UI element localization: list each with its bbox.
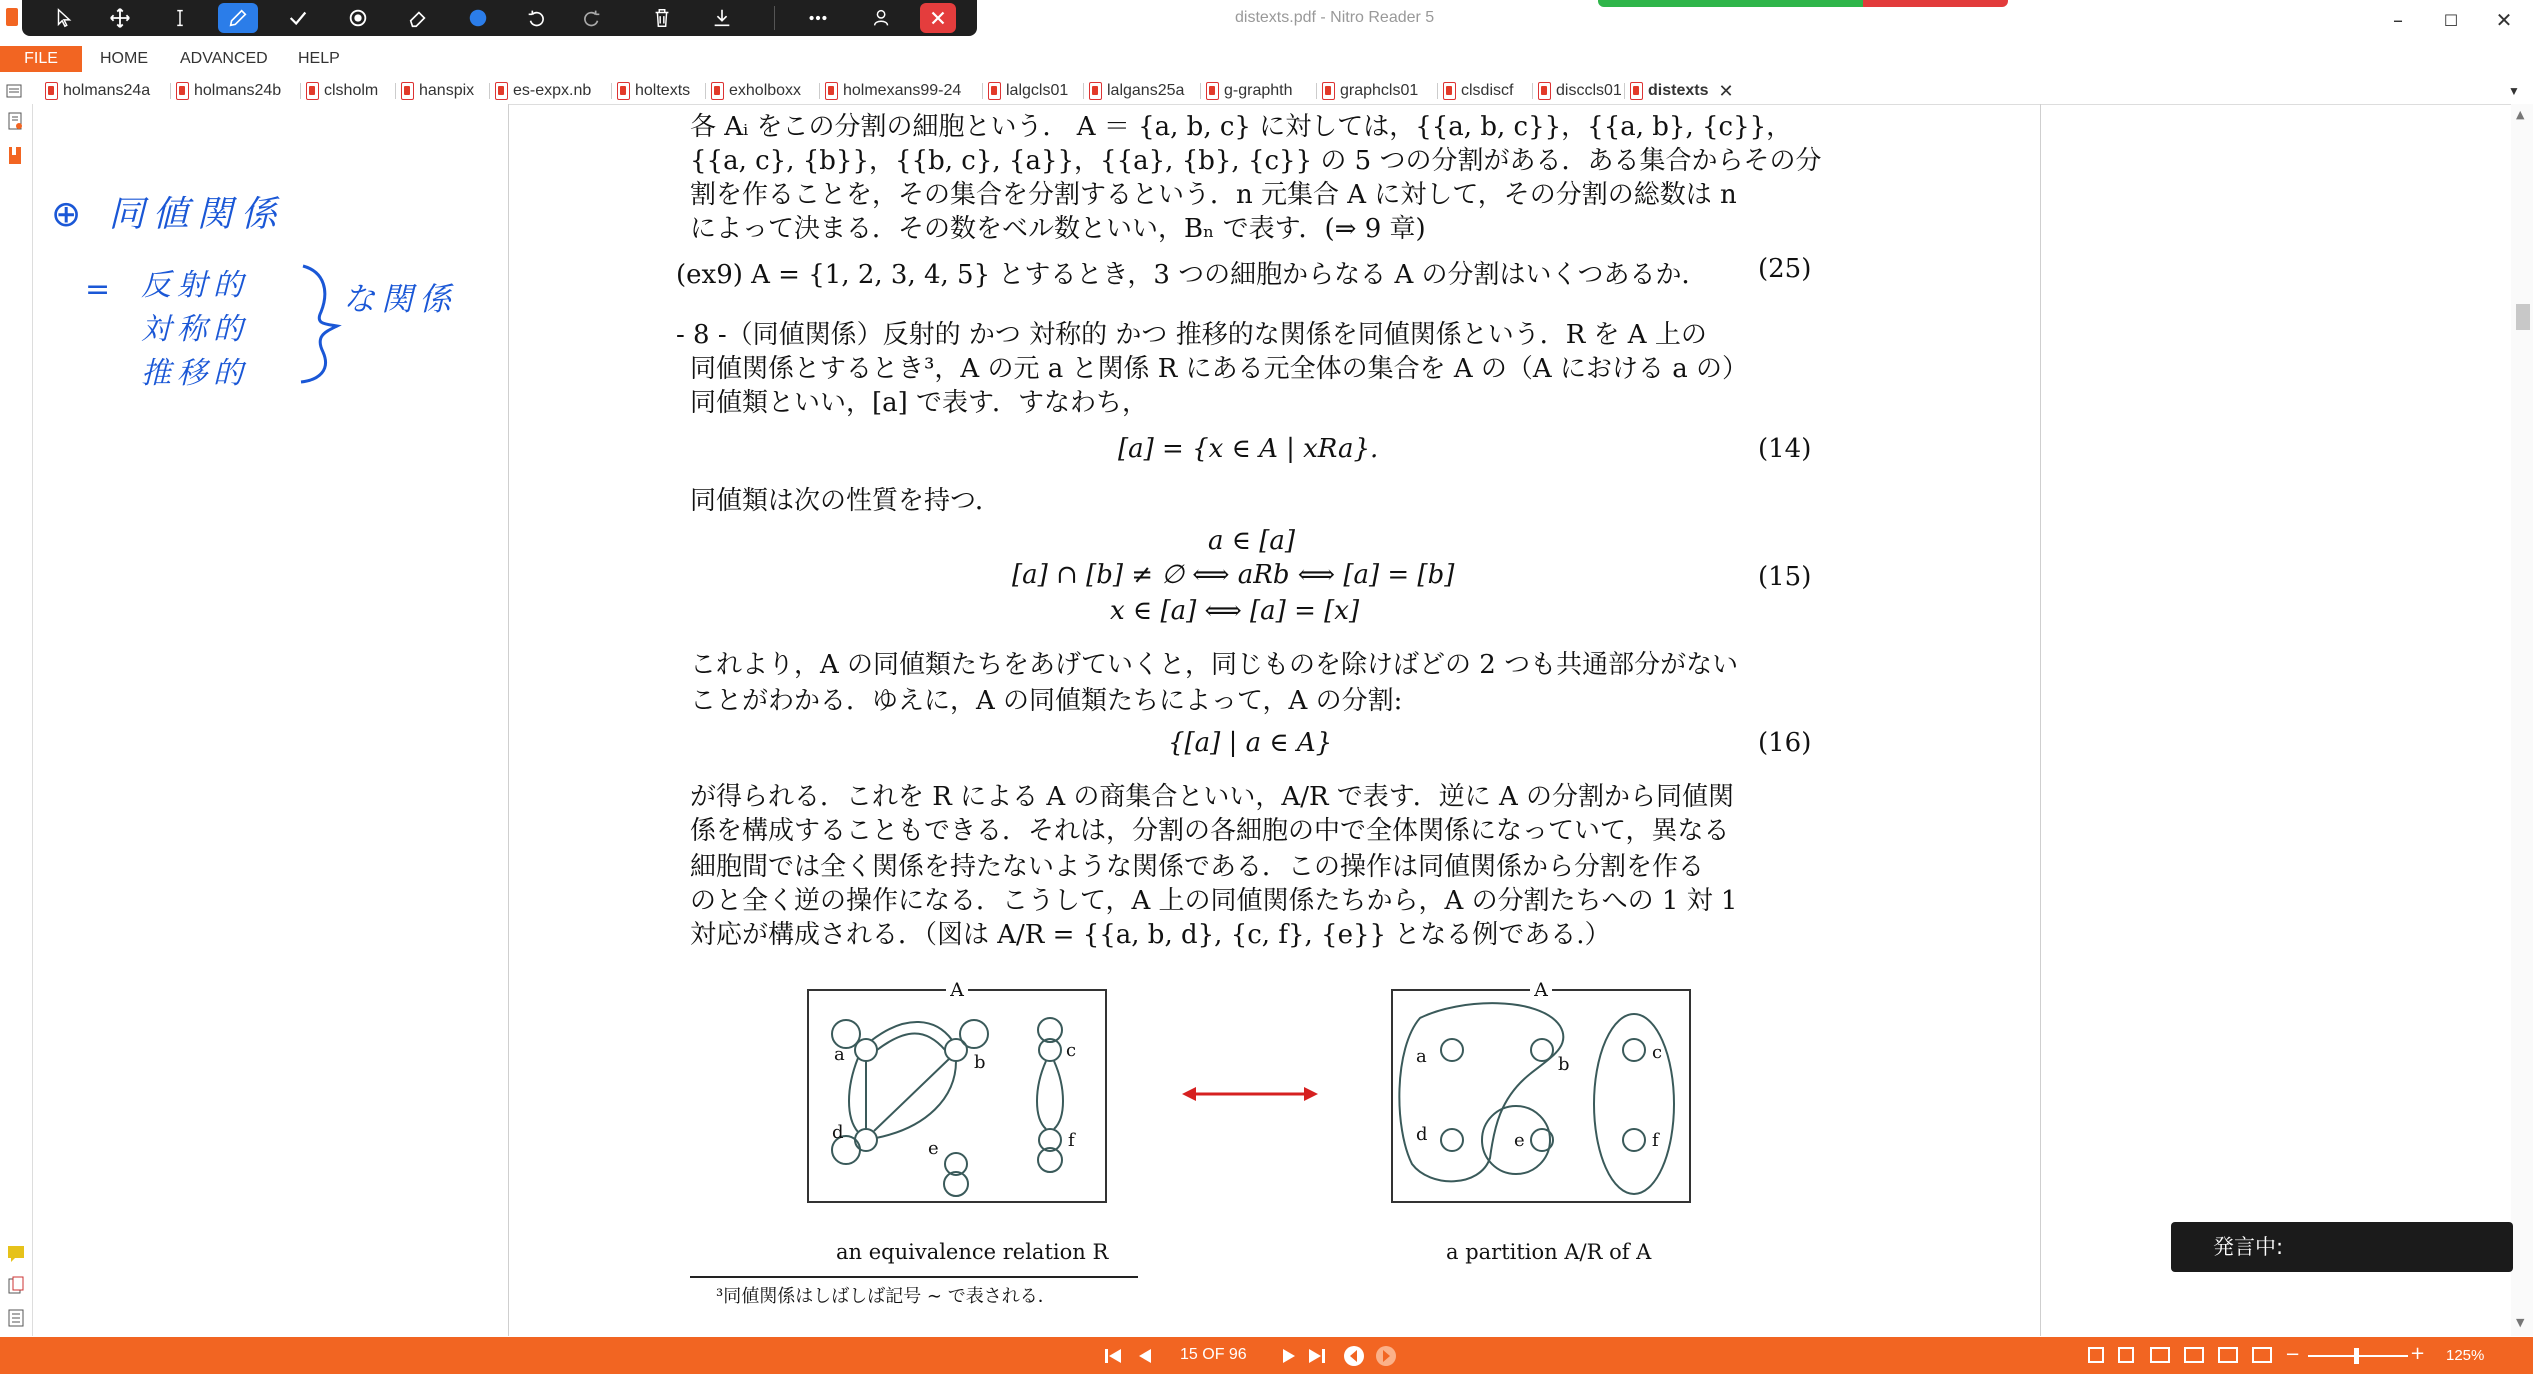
more-options-icon[interactable] xyxy=(800,3,836,33)
status-bar xyxy=(0,1337,2533,1374)
pdf-icon xyxy=(45,82,58,100)
toolbar-separator xyxy=(774,6,775,30)
comments-panel-icon[interactable] xyxy=(7,1244,25,1264)
pdf-icon xyxy=(401,82,414,100)
zoom-out-button[interactable]: − xyxy=(2285,1344,2301,1365)
tab-lalgans25a[interactable] xyxy=(1089,80,1184,102)
pdf-icon xyxy=(1443,82,1456,100)
doc-text-line: ことがわかる．ゆえに，A の同値類たちによって，A の分割: xyxy=(690,686,1403,716)
pdf-icon xyxy=(495,82,508,100)
audio-stop-bar xyxy=(1863,0,2008,7)
tab-hanspix[interactable] xyxy=(401,80,474,102)
tab-separator xyxy=(1316,83,1317,99)
pdf-icon xyxy=(176,82,189,100)
zoom-slider[interactable] xyxy=(2308,1355,2408,1357)
tab-separator xyxy=(1200,83,1201,99)
undo-icon[interactable] xyxy=(518,3,554,33)
caption-left: an equivalence relation R xyxy=(836,1240,1109,1264)
footnote: ³同値関係はしばしば記号 ∼ で表される． xyxy=(716,1286,1056,1307)
tab-separator xyxy=(395,83,396,99)
tab-label: lalgcls01 xyxy=(1006,82,1069,99)
handwritten-reflexive: 反射的 xyxy=(141,268,249,303)
page-left-edge xyxy=(508,104,509,1336)
menu-advanced[interactable]: ADVANCED xyxy=(180,50,268,67)
menu-home[interactable]: HOME xyxy=(100,50,148,67)
tab-separator xyxy=(705,83,706,99)
tab-label: lalgans25a xyxy=(1107,82,1185,99)
node-label: d xyxy=(832,1122,844,1143)
doc-text-line: {{a, c}, {b}}，{{b, c}, {a}}，{{a}, {b}, {c}} の 5 つの分割がある．ある集合からその分 xyxy=(690,146,1822,176)
page-indicator[interactable]: 15 OF 96 xyxy=(1180,1346,1247,1363)
tab-label: exholboxx xyxy=(729,82,802,99)
equation-number: (15) xyxy=(1758,562,1812,592)
speaking-indicator: 発言中: xyxy=(2171,1222,2513,1272)
tab-clsholm[interactable] xyxy=(306,80,378,102)
menu-bar xyxy=(0,46,2533,72)
nitro-logo-icon xyxy=(6,8,18,26)
tab-label: holmexans99-24 xyxy=(843,82,962,99)
doc-text-line: 細胞間では全く関係を持たないような関係である．この操作は同値関係から分割を作る xyxy=(690,852,1705,882)
tab-separator xyxy=(1437,83,1438,99)
tab-separator xyxy=(819,83,820,99)
output-panel-icon[interactable] xyxy=(7,1308,25,1328)
tab-lalgcls01[interactable] xyxy=(988,80,1068,102)
document-tab-bar xyxy=(0,76,2533,105)
menu-file[interactable]: FILE xyxy=(0,46,82,72)
audio-level-bar xyxy=(1598,0,1863,7)
pen-toolbar xyxy=(22,0,977,36)
tab-label: g-graphth xyxy=(1224,82,1293,99)
left-sidebar xyxy=(0,104,33,1336)
footnote-rule xyxy=(690,1276,1138,1278)
bookmarks-panel-icon[interactable] xyxy=(7,146,25,166)
download-icon[interactable] xyxy=(704,3,740,33)
next-page-icon[interactable] xyxy=(1278,1346,1300,1366)
fit-page-icon[interactable] xyxy=(2218,1347,2238,1363)
doc-text-line: 各 Aᵢ をこの分割の細胞という． A ＝ {a, b, c} に対しては，{{a, b, c}}，{{a, b}, {c}}， xyxy=(690,112,1793,142)
menu-help[interactable]: HELP xyxy=(298,50,340,67)
pdf-icon xyxy=(1322,82,1335,100)
tab-holmexans99-24[interactable] xyxy=(825,80,961,102)
tab-separator xyxy=(300,83,301,99)
text-cursor-icon[interactable] xyxy=(162,3,198,33)
tab-label: holmans24b xyxy=(194,82,282,99)
pages-panel-icon[interactable] xyxy=(7,112,25,132)
doc-text-line: 同値類は次の性質を持つ． xyxy=(690,486,1001,516)
pdf-icon xyxy=(617,82,630,100)
equation-number: (14) xyxy=(1758,434,1812,464)
doc-text-line: によって決まる．その数をベル数といい，Bₙ で表す．(⇒ 9 章) xyxy=(690,214,1426,244)
doc-text-line: 同値関係とするとき³，A の元 a と関係 R にある元全体の集合を A の（A における a の） xyxy=(690,354,1748,384)
node-label: f xyxy=(1068,1130,1075,1151)
handwritten-brace xyxy=(295,262,345,384)
window-title: distexts.pdf - Nitro Reader 5 xyxy=(1235,9,1435,26)
maximize-button[interactable]: ☐ xyxy=(2443,10,2459,30)
forward-view-icon[interactable] xyxy=(1374,1346,1398,1366)
zoom-slider-thumb[interactable] xyxy=(2354,1348,2359,1364)
close-tab-icon[interactable]: ✕ xyxy=(1718,80,1734,101)
set-label: A xyxy=(950,979,964,1001)
handwritten-transitive: 推移的 xyxy=(141,356,249,391)
partition-diagram xyxy=(1390,978,1692,1204)
tab-separator xyxy=(1624,83,1625,99)
vertical-scrollbar[interactable] xyxy=(2511,104,2533,1336)
pdf-icon xyxy=(711,82,724,100)
node-label: e xyxy=(1514,1130,1525,1151)
node-label: c xyxy=(1652,1042,1663,1063)
close-toolbar-icon[interactable] xyxy=(920,3,956,33)
tab-label: distexts xyxy=(1648,82,1709,99)
doc-text-line: のと全く逆の操作になる．こうして，A 上の同値関係たちから，A の分割たちへの 1 対 1 xyxy=(690,886,1738,916)
equivalence-relation-diagram xyxy=(806,978,1108,1204)
checkmark-icon[interactable] xyxy=(280,3,316,33)
exercise-9: (ex9) A = {1, 2, 3, 4, 5} とするとき，3 つの細胞からなる A の分割はいくつあるか． xyxy=(676,260,1708,290)
equation-14: [a] = {x ∈ A | xRa}. xyxy=(1118,434,1379,464)
equation-16: {[a] | a ∈ A} xyxy=(1168,728,1333,758)
tab-holmans24a[interactable] xyxy=(45,80,150,102)
attachments-panel-icon[interactable] xyxy=(7,1276,25,1296)
tab-label: clsdiscf xyxy=(1461,82,1514,99)
equation-15b: [a] ∩ [b] ≠ ∅ ⟺ aRb ⟺ [a] = [b] xyxy=(1012,560,1455,590)
tab-label: hanspix xyxy=(419,82,475,99)
scroll-thumb[interactable] xyxy=(2516,304,2530,330)
tab-separator xyxy=(982,83,983,99)
single-page-view-icon[interactable] xyxy=(2088,1347,2104,1363)
facing-continuous-view-icon[interactable] xyxy=(2184,1347,2204,1363)
page-right-edge xyxy=(2040,104,2041,1336)
user-settings-icon[interactable] xyxy=(864,3,900,33)
doc-text-line: 同値類といい，[a] で表す．すなわち， xyxy=(690,388,1148,418)
handwritten-relation: な関係 xyxy=(343,280,458,318)
pen-icon[interactable] xyxy=(218,3,258,33)
redo-icon[interactable] xyxy=(574,3,610,33)
tab-overflow-chevron-icon[interactable]: ▼ xyxy=(2508,84,2520,98)
tab-disccls01[interactable] xyxy=(1538,80,1622,102)
tab-holmans24b[interactable] xyxy=(176,80,281,102)
equation-15a: a ∈ [a] xyxy=(1208,526,1296,556)
doc-text-line: 対応が構成される．（図は A/R = {{a, b, d}, {c, f}, {e}} となる例である.） xyxy=(690,920,1611,950)
tab-label: disccls01 xyxy=(1556,82,1622,99)
pdf-icon xyxy=(1538,82,1551,100)
lasso-icon[interactable] xyxy=(340,3,376,33)
set-label: A xyxy=(1534,979,1548,1001)
scroll-down-icon[interactable]: ▼ xyxy=(2516,1316,2525,1329)
doc-text-line: 係を構成することもできる．それは，分割の各細胞の中で全体関係になっていて，異なる xyxy=(690,816,1730,846)
tab-g-graphth[interactable] xyxy=(1206,80,1293,102)
back-view-icon[interactable] xyxy=(1342,1346,1366,1366)
tab-separator xyxy=(1083,83,1084,99)
doc-text-line: 割を作ることを，その集合を分割するという．n 元集合 A に対して，その分割の総数は n xyxy=(690,180,1737,210)
handwritten-equals: = xyxy=(85,272,111,307)
caption-right: a partition A/R of A xyxy=(1446,1240,1652,1264)
trash-icon[interactable] xyxy=(644,3,680,33)
tab-separator xyxy=(489,83,490,99)
node-label: d xyxy=(1416,1124,1428,1145)
node-label: a xyxy=(1416,1046,1427,1067)
tab-exholboxx[interactable] xyxy=(711,80,801,102)
pdf-icon xyxy=(1630,82,1643,100)
zoom-in-button[interactable]: + xyxy=(2410,1343,2426,1364)
equation-15c: x ∈ [a] ⟺ [a] = [x] xyxy=(1110,596,1360,626)
equation-number: (16) xyxy=(1758,728,1812,758)
tab-label: holmans24a xyxy=(63,82,151,99)
first-page-icon[interactable] xyxy=(1102,1346,1124,1366)
section-8-line: - 8 -（同値関係）反射的 かつ 対称的 かつ 推移的な関係を同値関係という．R を A 上の xyxy=(676,320,1707,350)
zoom-level[interactable]: 125% xyxy=(2446,1347,2485,1364)
node-label: c xyxy=(1066,1040,1077,1061)
pdf-icon xyxy=(1206,82,1219,100)
pdf-icon xyxy=(825,82,838,100)
eraser-icon[interactable] xyxy=(400,3,436,33)
doc-text-line: これより，A の同値類たちをあげていくと，同じものを除けばどの 2 つも共通部分がない xyxy=(690,650,1739,680)
exercise-number: (25) xyxy=(1758,254,1812,284)
minimize-button[interactable]: – xyxy=(2393,8,2403,32)
tab-separator xyxy=(611,83,612,99)
tab-label: es-expx.nb xyxy=(513,82,592,99)
node-label: f xyxy=(1652,1130,1659,1151)
doc-text-line: が得られる．これを R による A の商集合といい，A/R で表す．逆に A の分割から同値関 xyxy=(690,782,1735,812)
previous-page-icon[interactable] xyxy=(1134,1346,1156,1366)
tab-label: holtexts xyxy=(635,82,691,99)
tab-label: graphcls01 xyxy=(1340,82,1419,99)
handwritten-symmetric: 対称的 xyxy=(141,312,249,347)
tab-es-expx[interactable] xyxy=(495,80,591,102)
handwritten-heading: ⊕ 同値関係 xyxy=(51,194,285,235)
node-label: b xyxy=(974,1052,986,1073)
continuous-view-icon[interactable] xyxy=(2118,1347,2134,1363)
move-icon[interactable] xyxy=(102,3,138,33)
pdf-icon xyxy=(1089,82,1102,100)
tab-separator xyxy=(170,83,171,99)
last-page-icon[interactable] xyxy=(1306,1346,1328,1366)
node-label: e xyxy=(928,1138,939,1159)
pdf-icon xyxy=(306,82,319,100)
facing-view-icon[interactable] xyxy=(2150,1347,2170,1363)
tab-list-icon[interactable] xyxy=(6,80,22,102)
tab-separator xyxy=(1532,83,1533,99)
color-picker-icon[interactable] xyxy=(460,3,496,33)
select-pointer-icon[interactable] xyxy=(46,3,82,33)
tab-distexts[interactable] xyxy=(1630,80,1734,102)
annotation-margin xyxy=(33,104,508,1336)
tab-label: clsholm xyxy=(324,82,379,99)
tab-graphcls01[interactable] xyxy=(1322,80,1418,102)
node-label: a xyxy=(834,1044,845,1065)
tab-holtexts[interactable] xyxy=(617,80,690,102)
node-label: b xyxy=(1558,1054,1570,1075)
scroll-up-icon[interactable]: ▲ xyxy=(2516,108,2525,121)
pdf-icon xyxy=(988,82,1001,100)
close-window-button[interactable]: ✕ xyxy=(2495,8,2513,32)
correspondence-arrow xyxy=(1180,1084,1320,1104)
tab-clsdiscf[interactable] xyxy=(1443,80,1513,102)
fit-width-icon[interactable] xyxy=(2252,1347,2272,1363)
